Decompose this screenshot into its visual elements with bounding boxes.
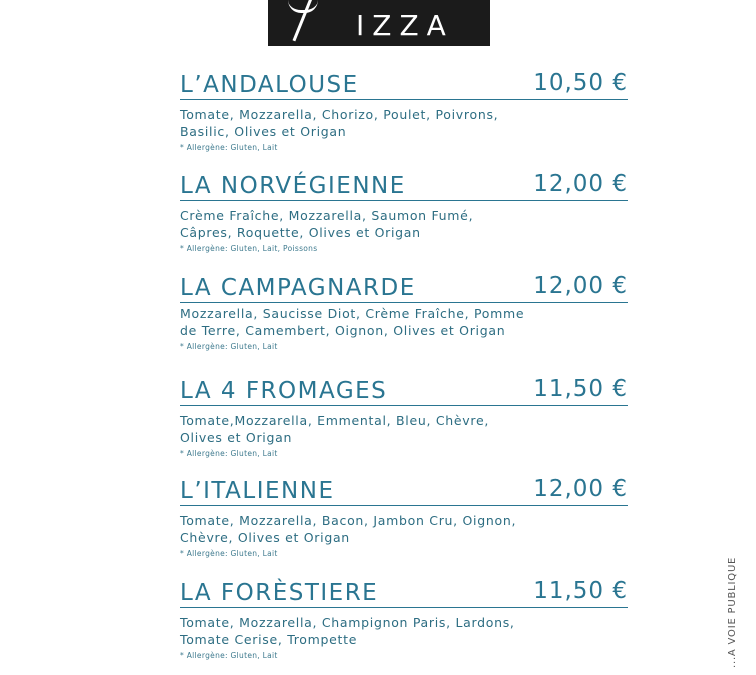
item-name: L’ITALIENNE <box>180 478 335 504</box>
item-allergen: * Allergène: Gluten, Lait <box>180 342 278 351</box>
item-price: 12,00 € <box>533 171 628 197</box>
menu-item <box>180 273 628 351</box>
item-name: LA 4 FROMAGES <box>180 378 388 404</box>
item-allergen: * Allergène: Gluten, Lait <box>180 651 278 660</box>
item-price: 12,00 € <box>533 476 628 502</box>
side-note: ...A VOIE PUBLIQUE <box>727 556 738 668</box>
item-header <box>180 476 628 506</box>
item-header <box>180 171 628 201</box>
item-description: Mozzarella, Saucisse Diot, Crème Fraîche, Pomme de Terre, Camembert, Oignon, Olives et Origan <box>180 306 525 338</box>
item-price: 10,50 € <box>533 70 628 96</box>
item-price: 11,50 € <box>533 578 628 604</box>
item-name: LA FORÈSTIERE <box>180 580 379 606</box>
item-header <box>180 70 628 100</box>
item-description: Crème Fraîche, Mozzarella, Saumon Fumé, Câpres, Roquette, Olives et Origan <box>180 208 474 240</box>
item-allergen: * Allergène: Gluten, Lait <box>180 143 278 152</box>
menu-item <box>180 476 628 558</box>
menu-item <box>180 578 628 660</box>
item-description: Tomate, Mozzarella, Bacon, Jambon Cru, Oignon, Chèvre, Olives et Origan <box>180 513 517 545</box>
item-allergen: * Allergène: Gluten, Lait, Poissons <box>180 244 318 253</box>
item-header <box>180 376 628 406</box>
item-allergen: * Allergène: Gluten, Lait <box>180 549 278 558</box>
item-allergen: * Allergène: Gluten, Lait <box>180 449 278 458</box>
menu-item <box>180 70 628 152</box>
item-header <box>180 273 628 303</box>
menu-item <box>180 171 628 253</box>
item-description: Tomate, Mozzarella, Champignon Paris, Lardons, Tomate Cerise, Trompette <box>180 615 515 647</box>
logo-text: IZZA <box>356 9 454 42</box>
item-description: Tomate, Mozzarella, Chorizo, Poulet, Poivrons, Basilic, Olives et Origan <box>180 107 499 139</box>
item-description: Tomate,Mozzarella, Emmental, Bleu, Chèvre, Olives et Origan <box>180 413 490 445</box>
item-name: LA CAMPAGNARDE <box>180 275 416 301</box>
item-price: 11,50 € <box>533 376 628 402</box>
item-price: 12,00 € <box>533 273 628 299</box>
menu-item <box>180 376 628 458</box>
item-header <box>180 578 628 608</box>
logo <box>268 0 490 46</box>
item-name: LA NORVÉGIENNE <box>180 173 406 199</box>
item-name: L’ANDALOUSE <box>180 72 359 98</box>
